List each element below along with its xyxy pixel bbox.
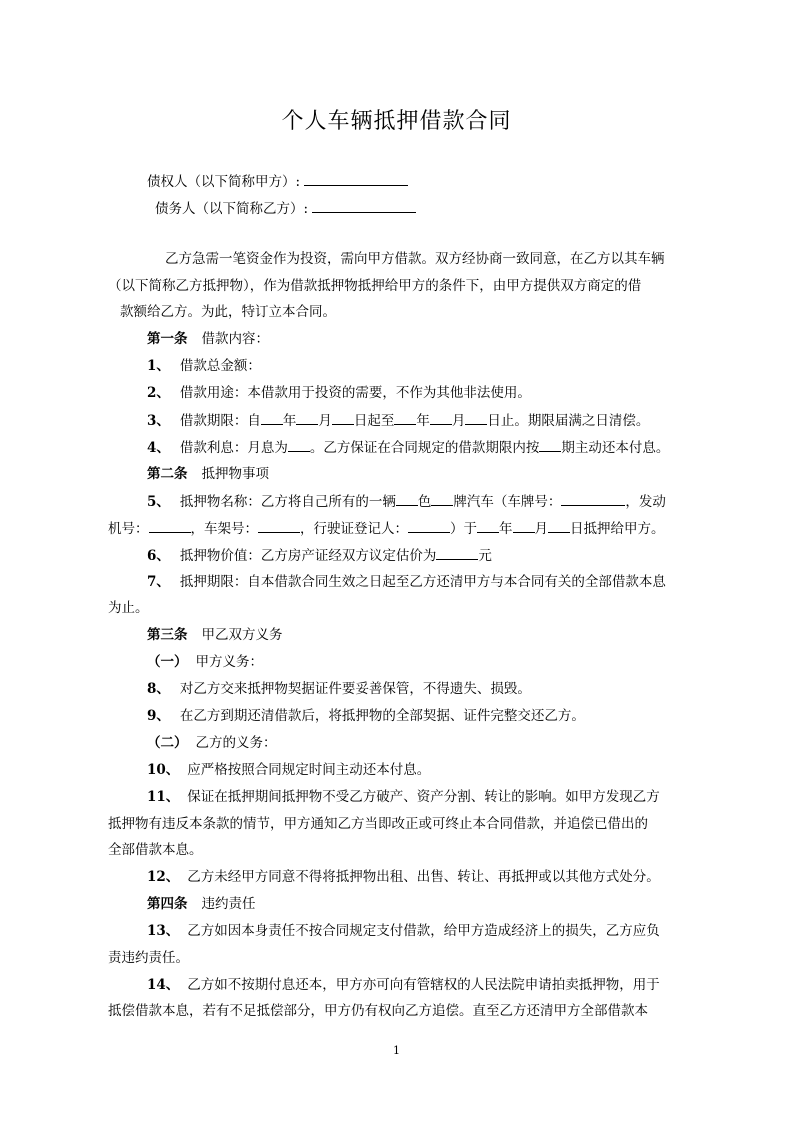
clause-14-line-2: 抵偿借款本息，若有不足抵偿部分，甲方仍有权向乙方追偿。直至乙方还清甲方全部借款本: [108, 1003, 648, 1019]
clause-10-text: 应严格按照合同规定时间主动还本付息。: [187, 762, 431, 778]
section-1-num: （一）: [147, 654, 188, 670]
blank: [513, 519, 535, 533]
clause-6-num: 6、: [147, 548, 170, 564]
clause-5-brand: 牌汽车（车牌号：: [453, 494, 562, 510]
clause-5-color: 色: [417, 494, 432, 510]
blank: [548, 519, 570, 533]
blank: [436, 546, 478, 560]
section-1-title: 甲方义务：: [195, 654, 263, 670]
clause-4-text-2: 。乙方保证在合同规定的借款期限内按: [309, 440, 540, 456]
clause-3-year-2: 年: [416, 413, 430, 429]
clause-9-text: 在乙方到期还清借款后，将抵押物的全部契据、证件完整交还乙方。: [179, 708, 585, 724]
creditor-blank: [304, 172, 408, 186]
clause-5-line-1: [147, 492, 666, 511]
clause-6-text: 抵押物价值：乙方房产证经双方议定估价为: [179, 548, 437, 564]
clause-5-registrant: ，行驶证登记人：: [300, 521, 408, 537]
debtor-label: 债务人（以下简称乙方）:: [155, 201, 309, 217]
clause-11-line-2: 抵押物有违反本条款的情节，甲方通知乙方当即改正或可终止本合同借款，并追偿已借出的: [108, 816, 648, 832]
intro-line-2: （以下简称乙方抵押物），作为借款抵押物抵押给甲方的条件下，由甲方提供双方商定的借: [108, 278, 642, 294]
blank: [561, 492, 625, 506]
clause-12-text: 乙方未经甲方同意不得将抵押物出租、出售、转让、再抵押或以其他方式处分。: [187, 869, 660, 885]
creditor-label: 债权人（以下简称甲方）:: [147, 174, 301, 190]
clause-8: [147, 680, 531, 698]
article-2-title: 抵押物事项: [201, 466, 269, 482]
clause-5-text: 抵押物名称：乙方将自己所有的一辆: [179, 494, 396, 510]
clause-11-text: 保证在抵押期间抵押物不受乙方破产、资产分割、转让的影响。如甲方发现乙方: [187, 789, 660, 805]
clause-13-text: 乙方如因本身责任不按合同规定支付借款，给甲方造成经济上的损失，乙方应负: [187, 923, 660, 939]
clause-3-day-to: 日止。期限届满之日清偿。: [487, 413, 650, 429]
clause-11-line-1: [147, 788, 660, 806]
clause-4-text: 借款利息：月息为: [179, 440, 288, 456]
clause-5-year: 年: [499, 521, 513, 537]
debtor-line: [155, 199, 416, 218]
article-1: [147, 330, 269, 348]
clause-1-num: 1、: [147, 358, 170, 374]
article-4-heading: 第四条: [147, 896, 188, 912]
clause-2: [147, 384, 531, 402]
clause-8-text: 对乙方交来抵押物契据证件要妥善保管，不得遗失、损毁。: [179, 681, 531, 697]
article-4: [147, 895, 256, 913]
article-3-title: 甲乙双方义务: [201, 627, 283, 643]
intro-line-3: 款额给乙方。为此，特订立本合同。: [120, 304, 336, 320]
clause-1-text: 借款总金额：: [179, 358, 261, 374]
blank: [258, 519, 300, 533]
clause-5-line-2: [108, 519, 665, 538]
clause-4-text-3: 期主动还本付息。: [561, 440, 670, 456]
clause-14-line-1: [147, 976, 660, 994]
clause-5-frame-no: ，车架号：: [190, 521, 258, 537]
clause-10: [147, 761, 430, 779]
blank: [332, 411, 354, 425]
clause-3-text: 借款期限：自: [179, 413, 261, 429]
clause-5-on: ）于: [450, 521, 477, 537]
clause-14-text: 乙方如不按期付息还本，甲方亦可向有管辖权的人民法院申请拍卖抵押物，用于: [187, 977, 660, 993]
clause-9: [147, 707, 585, 725]
clause-5-engine-no: 机号：: [108, 521, 149, 537]
article-3-heading: 第三条: [147, 627, 188, 643]
clause-6: [147, 546, 492, 565]
clause-5-day: 日抵押给甲方。: [570, 521, 665, 537]
clause-8-num: 8、: [147, 681, 170, 697]
intro-line-1: 乙方急需一笔资金作为投资，需向甲方借款。双方经协商一致同意，在乙方以其车辆: [165, 251, 665, 267]
article-1-heading: 第一条: [147, 331, 188, 347]
blank: [149, 519, 191, 533]
blank: [539, 438, 561, 452]
blank: [430, 411, 452, 425]
article-3: [147, 626, 283, 644]
section-1: [147, 653, 263, 671]
clause-7-line-1: [147, 573, 666, 591]
contract-title: 个人车辆抵押借款合同: [281, 109, 512, 134]
blank: [394, 411, 416, 425]
clause-6-unit: 元: [478, 548, 492, 564]
clause-3-day-from: 日起至: [353, 413, 395, 429]
blank: [396, 492, 418, 506]
clause-12: [147, 868, 660, 886]
clause-12-num: 12、: [147, 869, 180, 885]
clause-3-month-2: 月: [451, 413, 466, 429]
section-2-num: （二）: [147, 735, 188, 751]
blank: [288, 438, 310, 452]
blank: [408, 519, 450, 533]
section-2: [147, 734, 277, 752]
article-2: [147, 465, 269, 483]
clause-3-year: 年: [282, 413, 297, 429]
article-2-heading: 第二条: [147, 466, 188, 482]
clause-5-num: 5、: [147, 494, 170, 510]
blank: [296, 411, 318, 425]
clause-10-num: 10、: [147, 762, 180, 778]
clause-3-month: 月: [318, 413, 332, 429]
clause-7-text: 抵押期限：自本借款合同生效之日起至乙方还清甲方与本合同有关的全部借款本息: [179, 574, 666, 590]
debtor-blank: [312, 199, 416, 213]
blank: [261, 411, 283, 425]
clause-13-num: 13、: [147, 923, 180, 939]
clause-5-engine: ，发动: [625, 494, 666, 510]
clause-1: [147, 357, 261, 375]
clause-7-num: 7、: [147, 574, 170, 590]
clause-3: [147, 411, 649, 430]
clause-13-line-2: 责违约责任。: [108, 950, 189, 966]
clause-5-month: 月: [534, 521, 548, 537]
clause-2-num: 2、: [147, 385, 170, 401]
clause-11-line-3: 全部借款本息。: [108, 842, 203, 858]
article-1-title: 借款内容：: [201, 331, 269, 347]
clause-2-text: 借款用途：本借款用于投资的需要，不作为其他非法使用。: [179, 385, 531, 401]
page-number: 1: [393, 1044, 400, 1057]
clause-4: [147, 438, 669, 457]
blank: [477, 519, 499, 533]
clause-9-num: 9、: [147, 708, 170, 724]
article-4-title: 违约责任: [201, 896, 256, 912]
clause-4-num: 4、: [147, 440, 170, 456]
clause-3-num: 3、: [147, 413, 170, 429]
blank: [431, 492, 453, 506]
clause-14-num: 14、: [147, 977, 180, 993]
clause-11-num: 11、: [147, 789, 180, 805]
clause-13-line-1: [147, 922, 660, 940]
creditor-line: [147, 172, 408, 191]
section-2-title: 乙方的义务：: [195, 735, 277, 751]
blank: [465, 411, 487, 425]
clause-7-line-2: 为止。: [108, 600, 149, 616]
